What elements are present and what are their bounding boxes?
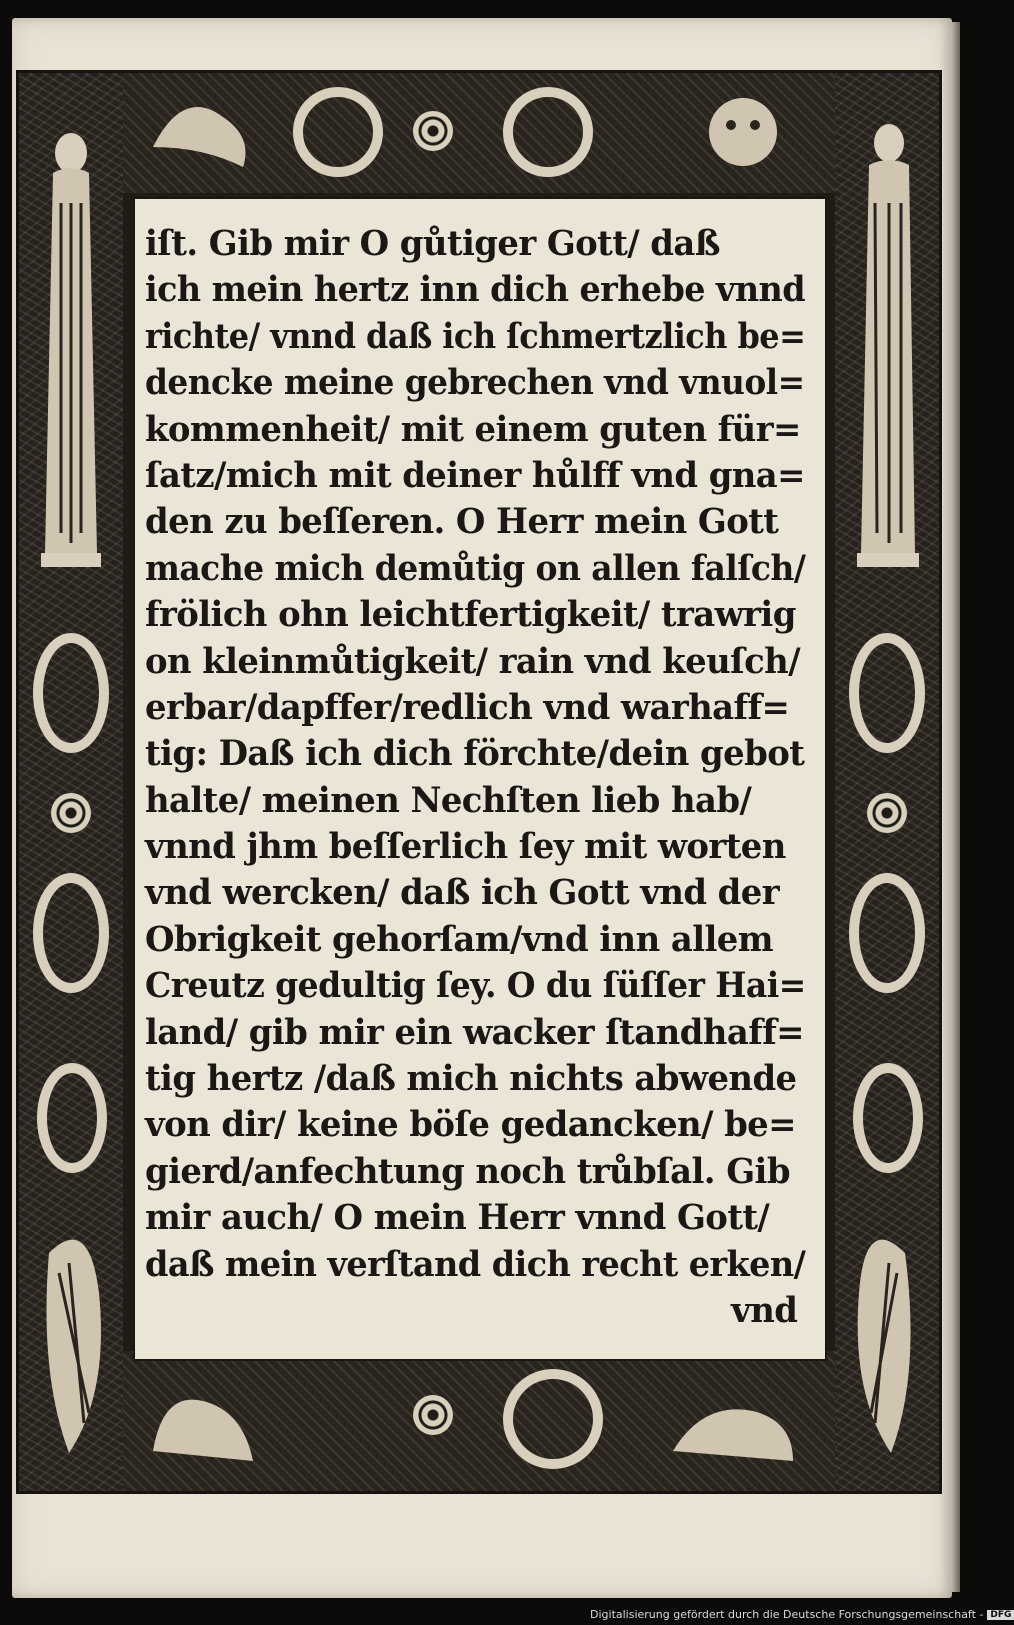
top-dragon-illustration: [143, 87, 263, 177]
right-bird-illustration: [845, 1213, 931, 1463]
bottom-rosette: [413, 1395, 453, 1435]
text-line: frölich ohn leichtfertigkeit/ trawrig: [145, 595, 796, 636]
text-line: dencke meine gebrechen vnd vnuol=: [145, 363, 805, 404]
top-mask-illustration: [683, 87, 803, 177]
text-line: mache mich demůtig on allen falſch/: [145, 548, 806, 589]
bottom-scroll: [503, 1369, 603, 1469]
right-figure-illustration: [847, 103, 927, 563]
right-scroll-ornament-3: [853, 1063, 923, 1173]
text-line: vnnd jhm beſſerlich ſey mit worten: [145, 827, 786, 868]
text-line: halte/ meinen Nechſten lieb hab/: [145, 780, 752, 821]
credit-text: Digitalisierung gefördert durch die Deutsche Forschungsgemeinschaft -: [590, 1608, 984, 1621]
woodcut-border: [16, 70, 942, 1494]
right-scroll-ornament: [849, 633, 925, 753]
digitization-credit: [590, 1608, 1014, 1621]
top-rosette: [413, 111, 453, 151]
dfg-logo: DFG: [987, 1610, 1014, 1620]
left-rosette: [51, 793, 91, 833]
text-line: daß mein verſtand dich recht erken/: [145, 1244, 806, 1285]
text-panel: [133, 197, 827, 1361]
text-line: kommenheit/ mit einem guten für=: [145, 409, 801, 450]
top-ornamental-band: [123, 73, 835, 193]
right-ornamental-pillar: [835, 73, 939, 1491]
bottom-ornamental-band: [123, 1351, 835, 1491]
text-line: erbar/dapffer/redlich vnd warhaff=: [145, 687, 790, 728]
right-scroll-ornament-2: [849, 873, 925, 993]
bottom-fox-illustration: [663, 1371, 803, 1471]
text-line: iſt. Gib mir O gůtiger Gott/ daß: [145, 224, 720, 264]
left-scroll-ornament: [33, 633, 109, 753]
text-line: von dir/ keine böſe gedancken/ be=: [145, 1105, 796, 1146]
text-line: richte/ vnnd daß ich ſchmertzlich be=: [145, 316, 806, 357]
page-edge-shadow: [952, 22, 960, 1592]
left-scroll-ornament-2: [33, 873, 109, 993]
bottom-bear-illustration: [143, 1371, 263, 1471]
text-line: Obrigkeit gehorſam/vnd inn allem: [145, 919, 774, 960]
book-page: [12, 18, 952, 1598]
left-ornamental-pillar: [19, 73, 123, 1491]
text-line: den zu beſſeren. O Herr mein Gott: [145, 502, 779, 543]
left-figure-illustration: [31, 113, 111, 573]
text-line: gierd/anfechtung noch trůbſal. Gib: [145, 1151, 790, 1192]
text-line: ſatz/mich mit deiner hůlff vnd gna=: [145, 455, 805, 496]
catchword: vnd: [731, 1290, 798, 1331]
text-line: vnd wercken/ daß ich Gott vnd der: [145, 873, 780, 914]
top-scroll-left: [293, 87, 383, 177]
text-line: mir auch/ O mein Herr vnnd Gott/: [145, 1198, 770, 1239]
text-line: tig: Daß ich dich förchte/dein gebot: [145, 734, 805, 775]
text-line: Creutz gedultig ſey. O du ſüſſer Hai=: [145, 966, 806, 1007]
text-line: ich mein hertz inn dich erhebe vnnd: [145, 270, 805, 311]
text-line: land/ gib mir ein wacker ſtandhaff=: [145, 1012, 804, 1053]
left-scroll-ornament-3: [37, 1063, 107, 1173]
left-bird-illustration: [29, 1213, 115, 1463]
text-line: tig hertz /daß mich nichts abwende: [145, 1059, 797, 1100]
right-rosette: [867, 793, 907, 833]
text-line: on kleinmůtigkeit/ rain vnd keuſch/: [145, 641, 800, 682]
top-scroll-right: [503, 87, 593, 177]
prayer-text: [145, 221, 817, 1334]
